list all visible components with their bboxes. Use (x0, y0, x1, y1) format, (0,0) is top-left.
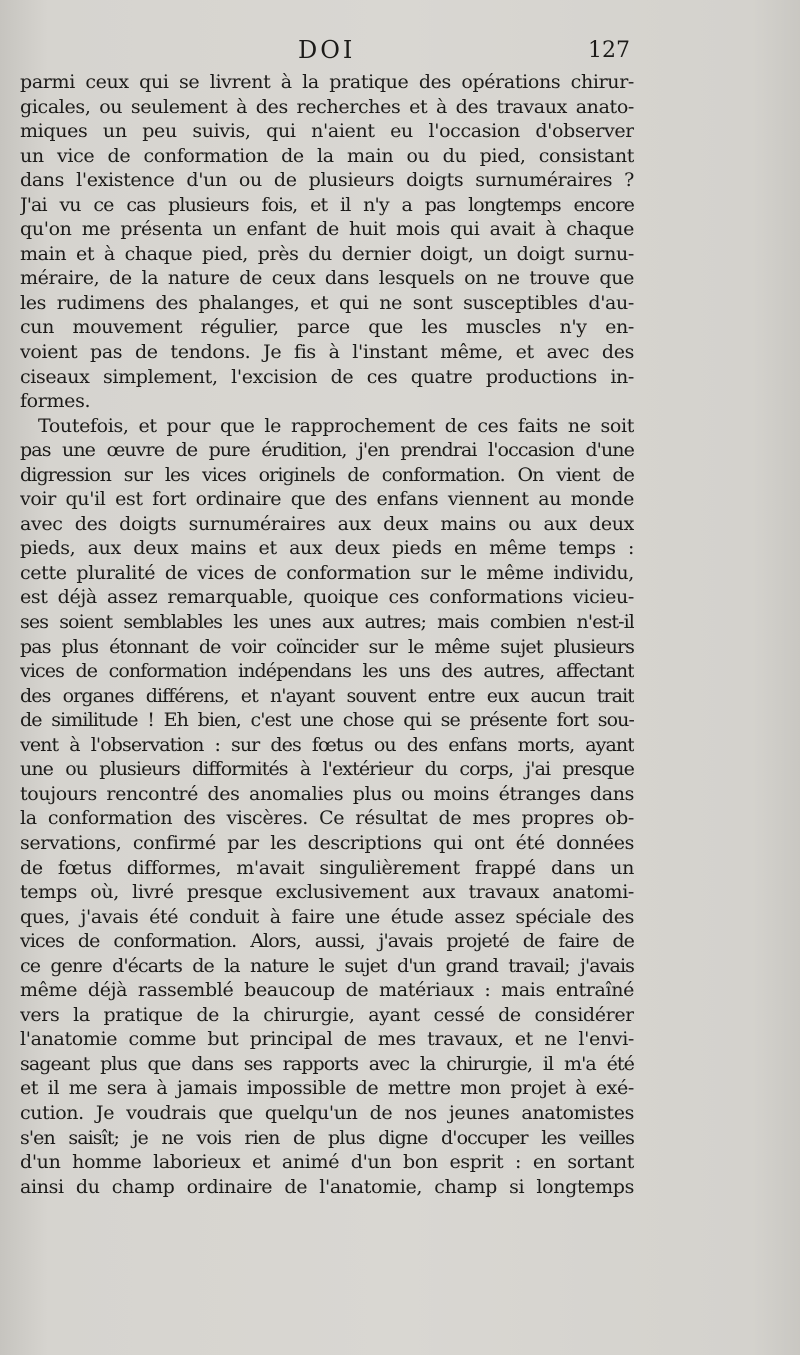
text-line: sageant plus que dans ses rapports avec la chirurgie, il m'a été (20, 1052, 634, 1075)
text-line: cun mouvement régulier, parce que les muscles n'y en- (20, 316, 634, 339)
text-line: servations, confirmé par les descriptions qui ont été données (20, 831, 634, 854)
text-line: ses soient semblables les unes aux autres; mais combien n'est-il (20, 611, 634, 634)
text-line: formes. (20, 390, 91, 413)
text-line: même déjà rassemblé beaucoup de matériaux : mais entraîné (20, 979, 634, 1002)
page-header (0, 30, 800, 70)
text-line: est déjà assez remarquable, quoique ces conformations vicieu- (20, 586, 634, 609)
text-line: les rudimens des phalanges, et qui ne sont susceptibles d'au- (20, 291, 634, 314)
body-text (20, 70, 634, 1199)
text-line: voir qu'il est fort ordinaire que des enfans viennent au monde (20, 488, 634, 511)
text-line: avec des doigts surnuméraires aux deux mains ou aux deux (20, 512, 634, 535)
text-line: méraire, de la nature de ceux dans lesquels on ne trouve que (20, 267, 634, 290)
text-line: digression sur les vices originels de conformation. On vient de (20, 463, 634, 486)
text-line: un vice de conformation de la main ou du pied, consistant (20, 144, 634, 167)
text-line: miques un peu suivis, qui n'aient eu l'occasion d'observer (20, 120, 634, 143)
text-line: pas une œuvre de pure érudition, j'en prendrai l'occasion d'une (20, 439, 634, 462)
text-line: ce genre d'écarts de la nature le sujet d'un grand travail; j'avais (20, 954, 634, 977)
text-line: toujours rencontré des anomalies plus ou moins étranges dans (20, 782, 634, 805)
text-line: et il me sera à jamais impossible de mettre mon projet à exé- (20, 1077, 634, 1100)
text-line: dans l'existence d'un ou de plusieurs doigts surnuméraires ? (20, 169, 634, 192)
text-line: l'anatomie comme but principal de mes travaux, et ne l'envi- (20, 1028, 634, 1051)
text-line: parmi ceux qui se livrent à la pratique des opérations chirur- (20, 71, 634, 93)
text-line: ainsi du champ ordinaire de l'anatomie, champ si longtemps (20, 1175, 634, 1198)
page-number: 127 (588, 38, 630, 63)
text-line: main et à chaque pied, près du dernier doigt, un doigt surnu- (20, 242, 634, 265)
text-line: temps où, livré presque exclusivement aux travaux anatomi- (20, 881, 634, 904)
text-line: vers la pratique de la chirurgie, ayant cessé de considérer (20, 1003, 634, 1026)
paragraph (20, 414, 634, 1200)
text-line: la conformation des viscères. Ce résultat de mes propres ob- (20, 807, 634, 830)
text-line: J'ai vu ce cas plusieurs fois, et il n'y a pas longtemps encore (20, 193, 634, 216)
text-line: s'en saisît; je ne vois rien de plus digne d'occuper les veilles (20, 1126, 634, 1149)
text-line: des organes différens, et n'ayant souvent entre eux aucun trait (20, 684, 634, 707)
text-line: pieds, aux deux mains et aux deux pieds en même temps : (20, 537, 634, 560)
text-line: Toutefois, et pour que le rapprochement de ces faits ne soit (38, 414, 634, 437)
text-line: ciseaux simplement, l'excision de ces quatre productions in- (20, 365, 634, 388)
text-line: de similitude ! Eh bien, c'est une chose qui se présente fort sou- (20, 709, 634, 732)
text-line: vices de conformation indépendans les uns des autres, affectant (20, 660, 634, 683)
text-line: qu'on me présenta un enfant de huit mois qui avait à chaque (20, 218, 634, 241)
running-head: DOI (298, 36, 356, 64)
text-line: voient pas de tendons. Je fis à l'instant même, et avec des (20, 341, 634, 364)
text-line: pas plus étonnant de voir coïncider sur le même sujet plusieurs (20, 635, 634, 658)
text-line: ques, j'avais été conduit à faire une étude assez spéciale des (20, 905, 634, 928)
text-line: vices de conformation. Alors, aussi, j'avais projeté de faire de (20, 930, 634, 953)
text-line: gicales, ou seulement à des recherches et à des travaux anato- (20, 95, 634, 118)
paragraph (20, 70, 634, 414)
text-line: d'un homme laborieux et animé d'un bon esprit : en sortant (20, 1151, 634, 1174)
text-line: cette pluralité de vices de conformation sur le même individu, (20, 561, 634, 584)
text-line: vent à l'observation : sur des fœtus ou des enfans morts, ayant (20, 733, 634, 756)
text-line: une ou plusieurs difformités à l'extérieur du corps, j'ai presque (20, 758, 634, 781)
text-line: de fœtus difformes, m'avait singulièrement frappé dans un (20, 856, 634, 879)
text-line: cution. Je voudrais que quelqu'un de nos jeunes anatomistes (20, 1101, 634, 1124)
